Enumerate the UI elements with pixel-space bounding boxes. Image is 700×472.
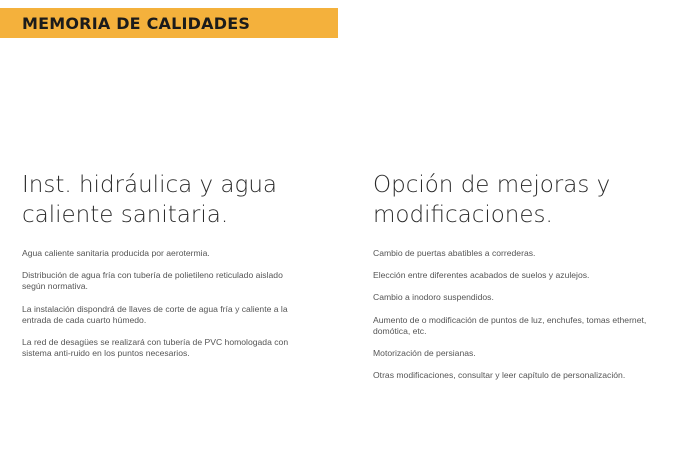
plumbing-paragraph	[22, 270, 322, 292]
plumbing-paragraph	[22, 304, 322, 326]
paragraph-line: Cambio a inodoro suspendidos.	[373, 292, 494, 303]
upgrades-heading	[373, 170, 683, 230]
paragraph-line: Motorización de persianas.	[373, 348, 476, 359]
upgrades-paragraph	[373, 270, 683, 281]
plumbing-column	[22, 170, 322, 370]
paragraph-line: Otras modificaciones, consultar y leer capítulo de personalización.	[373, 370, 626, 381]
plumbing-heading	[22, 170, 322, 230]
plumbing-paragraph	[22, 337, 322, 359]
heading-line: modificaciones.	[373, 202, 553, 228]
upgrades-paragraph	[373, 370, 683, 381]
upgrades-paragraph	[373, 315, 683, 337]
paragraph-line: Aumento de o modificación de puntos de luz, enchufes, tomas ethernet,	[373, 314, 647, 325]
paragraph-line: domótica, etc.	[373, 325, 427, 336]
upgrades-paragraph	[373, 348, 683, 359]
paragraph-line: La red de desagües se realizará con tubería de PVC homologada con	[22, 337, 289, 348]
heading-line: Inst. hidráulica y agua	[22, 172, 277, 198]
paragraph-line: sistema anti-ruido en los puntos necesarios.	[22, 348, 190, 359]
paragraph-line: Distribución de agua fría con tubería de polietileno reticulado aislado	[22, 270, 283, 281]
upgrades-paragraph	[373, 248, 683, 259]
paragraph-line: Elección entre diferentes acabados de suelos y azulejos.	[373, 270, 590, 281]
paragraph-line: La instalación dispondrá de llaves de corte de agua fría y caliente a la	[22, 303, 288, 314]
upgrades-paragraph	[373, 292, 683, 303]
upgrades-column	[373, 170, 683, 392]
paragraph-line: según normativa.	[22, 281, 88, 292]
paragraph-line: Agua caliente sanitaria producida por aerotermia.	[22, 248, 210, 258]
heading-line: caliente sanitaria.	[22, 202, 229, 228]
heading-line: Opción de mejoras y	[373, 172, 611, 198]
paragraph-line: entrada de cada cuarto húmedo.	[22, 314, 147, 325]
section-title: MEMORIA DE CALIDADES	[22, 14, 251, 33]
plumbing-paragraph	[22, 248, 322, 259]
paragraph-line: Cambio de puertas abatibles a correderas.	[373, 248, 536, 258]
section-banner	[0, 8, 338, 38]
